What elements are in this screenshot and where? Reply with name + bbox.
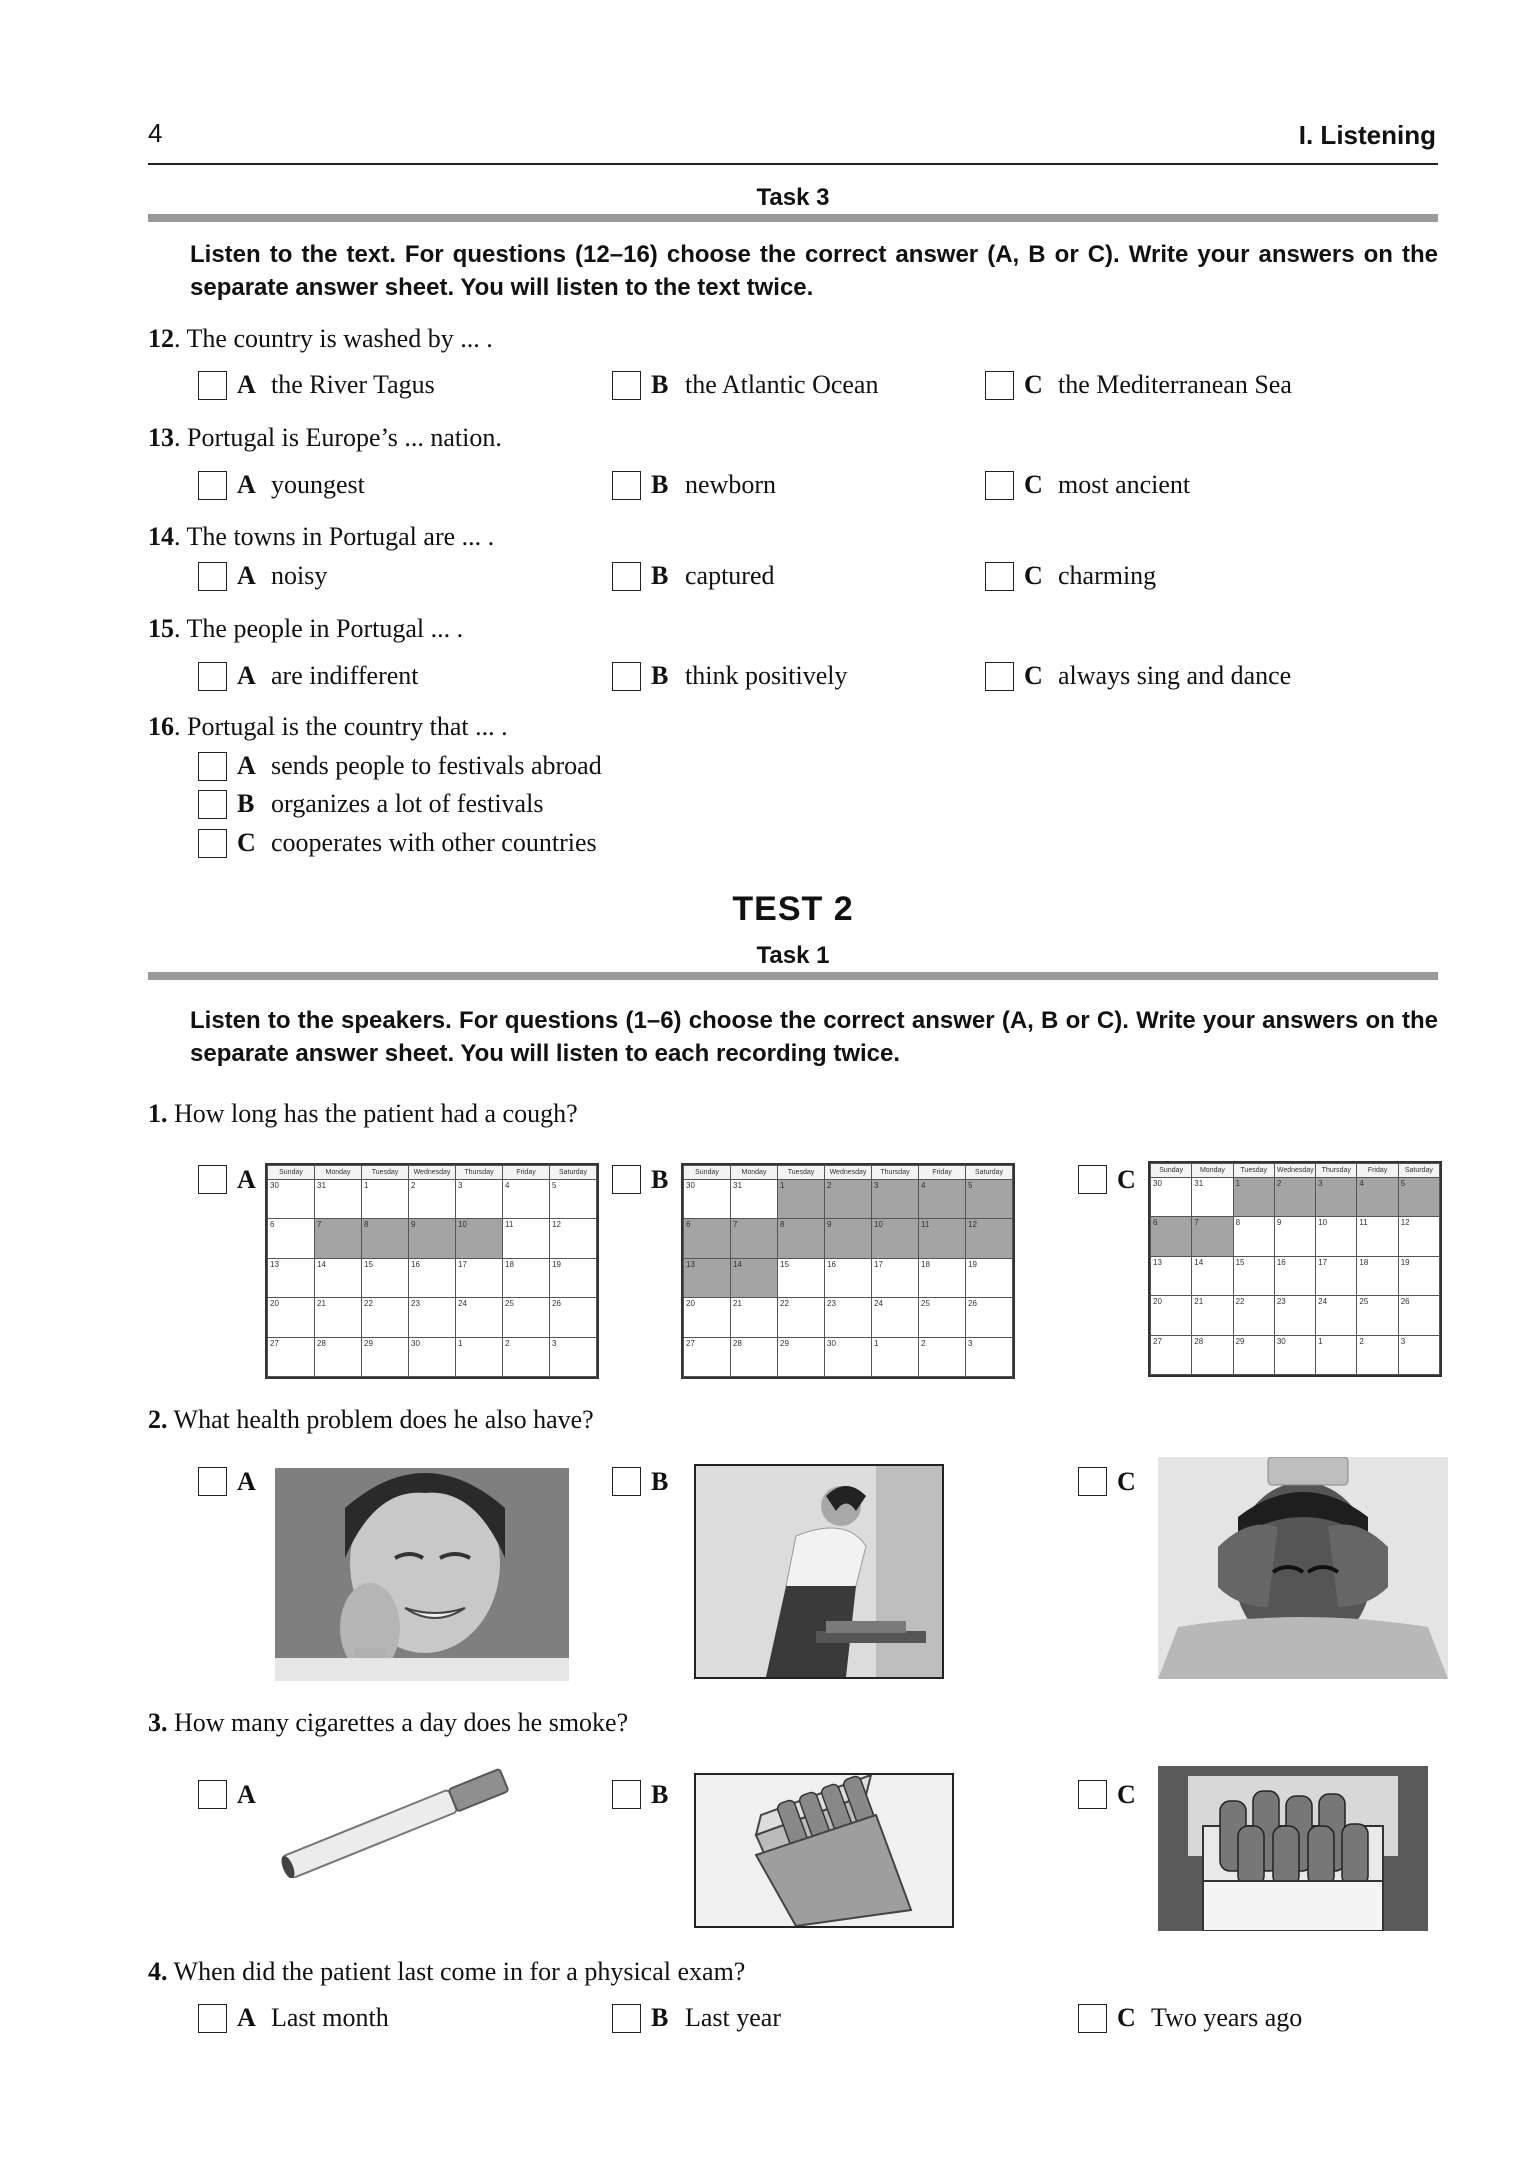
- checkbox[interactable]: [985, 371, 1014, 400]
- calendar-day-header: Thursday: [1316, 1164, 1357, 1178]
- q13-option-a[interactable]: A youngest: [198, 470, 365, 500]
- checkbox[interactable]: [198, 1165, 227, 1194]
- checkbox[interactable]: [1078, 1780, 1107, 1809]
- calendar-day-header: Friday: [503, 1166, 550, 1180]
- checkbox[interactable]: [198, 562, 227, 591]
- checkbox[interactable]: [198, 829, 227, 858]
- calendar-day-header: Wednesday: [1274, 1164, 1315, 1178]
- q14-option-b[interactable]: B captured: [612, 561, 775, 591]
- calendar-day-cell: 6: [1151, 1217, 1192, 1256]
- checkbox[interactable]: [198, 1467, 227, 1496]
- calendar-day-cell: 20: [684, 1298, 731, 1337]
- calendar-day-cell: 12: [550, 1219, 597, 1258]
- calendar-day-cell: 8: [362, 1219, 409, 1258]
- q15-option-b[interactable]: B think positively: [612, 661, 848, 691]
- calendar-day-header: Saturday: [550, 1166, 597, 1180]
- calendar-day-header: Thursday: [456, 1166, 503, 1180]
- calendar-day-cell: 15: [362, 1258, 409, 1297]
- calendar-day-cell: 12: [966, 1219, 1013, 1258]
- calendar-day-cell: 11: [1357, 1217, 1398, 1256]
- calendar-day-cell: 16: [409, 1258, 456, 1297]
- question-14: 14. The towns in Portugal are ... .: [148, 522, 495, 551]
- calendar-day-cell: 19: [966, 1258, 1013, 1297]
- calendar-day-cell: 26: [550, 1298, 597, 1337]
- calendar-day-cell: 1: [1233, 1178, 1274, 1217]
- calendar-day-cell: 13: [268, 1258, 315, 1297]
- checkbox[interactable]: [198, 790, 227, 819]
- calendar-day-cell: 30: [825, 1337, 872, 1376]
- calendar-day-cell: 28: [731, 1337, 778, 1376]
- calendar-c: [1148, 1161, 1442, 1377]
- q2-option-b[interactable]: B: [612, 1467, 668, 1497]
- calendar-day-cell: 21: [731, 1298, 778, 1337]
- calendar-day-cell: 1: [778, 1180, 825, 1219]
- test2-question-3: 3. How many cigarettes a day does he smoke?: [148, 1708, 629, 1737]
- calendar-day-cell: 26: [1398, 1296, 1439, 1335]
- q1-option-b[interactable]: B: [612, 1165, 668, 1195]
- calendar-day-cell: 2: [503, 1337, 550, 1376]
- q14-option-c[interactable]: C charming: [985, 561, 1156, 591]
- checkbox[interactable]: [1078, 1165, 1107, 1194]
- calendar-day-cell: 18: [503, 1258, 550, 1297]
- calendar-day-header: Sunday: [268, 1166, 315, 1180]
- calendar-day-header: Monday: [731, 1166, 778, 1180]
- calendar-day-header: Thursday: [872, 1166, 919, 1180]
- calendar-day-cell: 1: [456, 1337, 503, 1376]
- q16-option-a[interactable]: A sends people to festivals abroad: [198, 751, 602, 781]
- checkbox[interactable]: [985, 562, 1014, 591]
- calendar-day-cell: 9: [409, 1219, 456, 1258]
- calendar-day-cell: 2: [825, 1180, 872, 1219]
- q13-option-c[interactable]: C most ancient: [985, 470, 1190, 500]
- cigarette-pack-full-image: [1158, 1766, 1428, 1931]
- calendar-day-cell: 23: [409, 1298, 456, 1337]
- calendar-day-cell: 14: [315, 1258, 362, 1297]
- calendar-day-cell: 18: [919, 1258, 966, 1297]
- calendar-day-cell: 3: [550, 1337, 597, 1376]
- calendar-day-header: Friday: [1357, 1164, 1398, 1178]
- calendar-day-cell: 1: [872, 1337, 919, 1376]
- task3-title: Task 3: [756, 184, 830, 211]
- test2-task-title: Task 1: [756, 942, 830, 969]
- calendar-day-cell: 10: [1316, 1217, 1357, 1256]
- checkbox[interactable]: [612, 2004, 641, 2033]
- test2-question-1: 1. How long has the patient had a cough?: [148, 1099, 578, 1128]
- calendar-day-cell: 27: [684, 1337, 731, 1376]
- calendar-day-cell: 6: [268, 1219, 315, 1258]
- calendar-day-cell: 2: [1357, 1335, 1398, 1374]
- calendar-day-cell: 30: [1151, 1178, 1192, 1217]
- calendar-day-cell: 7: [1192, 1217, 1233, 1256]
- calendar-day-cell: 25: [503, 1298, 550, 1337]
- calendar-day-cell: 5: [550, 1180, 597, 1219]
- test2-question-2: 2. What health problem does he also have?: [148, 1405, 594, 1434]
- q2-option-a[interactable]: A: [198, 1467, 256, 1497]
- calendar-day-cell: 25: [919, 1298, 966, 1337]
- checkbox[interactable]: [612, 471, 641, 500]
- toothache-photo: [275, 1468, 569, 1681]
- q15-option-c[interactable]: C always sing and dance: [985, 661, 1291, 691]
- calendar-day-cell: 5: [966, 1180, 1013, 1219]
- calendar-day-cell: 3: [966, 1337, 1013, 1376]
- calendar-day-header: Wednesday: [409, 1166, 456, 1180]
- calendar-day-cell: 2: [1274, 1178, 1315, 1217]
- question-13: 13. Portugal is Europe’s ... nation.: [148, 423, 502, 452]
- calendar-day-cell: 3: [872, 1180, 919, 1219]
- checkbox[interactable]: [198, 471, 227, 500]
- calendar-day-header: Sunday: [1151, 1164, 1192, 1178]
- checkbox[interactable]: [985, 471, 1014, 500]
- q3-option-b[interactable]: B: [612, 1780, 668, 1810]
- q1-option-a[interactable]: A: [198, 1165, 256, 1195]
- checkbox[interactable]: [985, 662, 1014, 691]
- calendar-day-header: Sunday: [684, 1166, 731, 1180]
- checkbox[interactable]: [612, 1165, 641, 1194]
- calendar-day-cell: 1: [1316, 1335, 1357, 1374]
- question-16: 16. Portugal is the country that ... .: [148, 712, 508, 741]
- calendar-day-cell: 26: [966, 1298, 1013, 1337]
- calendar-day-cell: 13: [684, 1258, 731, 1297]
- q3-option-a[interactable]: A: [198, 1780, 256, 1810]
- calendar-day-cell: 20: [268, 1298, 315, 1337]
- calendar-day-cell: 14: [731, 1258, 778, 1297]
- calendar-day-cell: 2: [919, 1337, 966, 1376]
- q4-option-b[interactable]: B Last year: [612, 2003, 781, 2033]
- q4-option-c[interactable]: C Two years ago: [1078, 2003, 1302, 2033]
- calendar-day-header: Monday: [1192, 1164, 1233, 1178]
- calendar-day-cell: 6: [684, 1219, 731, 1258]
- checkbox[interactable]: [198, 2004, 227, 2033]
- question-12: 12. The country is washed by ... .: [148, 324, 493, 353]
- calendar-day-cell: 28: [315, 1337, 362, 1376]
- calendar-day-cell: 29: [362, 1337, 409, 1376]
- calendar-day-cell: 22: [1233, 1296, 1274, 1335]
- calendar-day-cell: 10: [456, 1219, 503, 1258]
- calendar-day-header: Wednesday: [825, 1166, 872, 1180]
- calendar-day-header: Saturday: [966, 1166, 1013, 1180]
- q16-option-b[interactable]: B organizes a lot of festivals: [198, 789, 543, 819]
- calendar-day-cell: 21: [1192, 1296, 1233, 1335]
- test2-title: TEST 2: [732, 890, 854, 928]
- calendar-a: [265, 1163, 599, 1379]
- calendar-day-cell: 30: [268, 1180, 315, 1219]
- calendar-day-cell: 11: [503, 1219, 550, 1258]
- q3-option-c[interactable]: C: [1078, 1780, 1136, 1810]
- calendar-day-cell: 16: [825, 1258, 872, 1297]
- calendar-day-cell: 24: [1316, 1296, 1357, 1335]
- task3-rule: [148, 214, 1438, 222]
- calendar-day-cell: 29: [1233, 1335, 1274, 1374]
- calendar-day-cell: 5: [1398, 1178, 1439, 1217]
- checkbox[interactable]: [198, 752, 227, 781]
- calendar-day-cell: 22: [362, 1298, 409, 1337]
- section-title: I. Listening: [1298, 120, 1436, 150]
- calendar-day-cell: 19: [550, 1258, 597, 1297]
- calendar-day-cell: 4: [503, 1180, 550, 1219]
- q4-option-a[interactable]: A Last month: [198, 2003, 389, 2033]
- backache-photo: [694, 1464, 944, 1679]
- test2-rule: [148, 972, 1438, 980]
- test2-question-4: 4. When did the patient last come in for a physical exam?: [148, 1957, 746, 1986]
- calendar-day-cell: 20: [1151, 1296, 1192, 1335]
- calendar-day-cell: 31: [731, 1180, 778, 1219]
- calendar-day-cell: 4: [919, 1180, 966, 1219]
- q14-option-a[interactable]: A noisy: [198, 561, 327, 591]
- calendar-day-cell: 21: [315, 1298, 362, 1337]
- header-rule: [148, 163, 1438, 165]
- calendar-day-cell: 30: [409, 1337, 456, 1376]
- single-cigarette-image: [262, 1768, 522, 1878]
- q16-option-c[interactable]: C cooperates with other countries: [198, 828, 597, 858]
- calendar-day-cell: 13: [1151, 1256, 1192, 1295]
- calendar-day-cell: 10: [872, 1219, 919, 1258]
- calendar-day-header: Saturday: [1398, 1164, 1439, 1178]
- calendar-day-cell: 16: [1274, 1256, 1315, 1295]
- checkbox[interactable]: [612, 371, 641, 400]
- q1-option-c[interactable]: C: [1078, 1165, 1136, 1195]
- cigarette-pack-half-image: [694, 1773, 954, 1928]
- calendar-day-cell: 14: [1192, 1256, 1233, 1295]
- calendar-day-cell: 28: [1192, 1335, 1233, 1374]
- calendar-day-cell: 3: [1398, 1335, 1439, 1374]
- calendar-day-cell: 31: [315, 1180, 362, 1219]
- calendar-day-cell: 19: [1398, 1256, 1439, 1295]
- calendar-day-cell: 27: [1151, 1335, 1192, 1374]
- question-15: 15. The people in Portugal ... .: [148, 614, 464, 643]
- calendar-day-cell: 17: [1316, 1256, 1357, 1295]
- calendar-day-cell: 25: [1357, 1296, 1398, 1335]
- calendar-day-cell: 24: [456, 1298, 503, 1337]
- calendar-day-cell: 29: [778, 1337, 825, 1376]
- q12-option-b[interactable]: B the Atlantic Ocean: [612, 370, 878, 400]
- calendar-day-cell: 30: [1274, 1335, 1315, 1374]
- calendar-day-cell: 27: [268, 1337, 315, 1376]
- test2-instruction: Listen to the speakers. For questions (1–6) choose the correct answer (A, B or C). Write your answers on the separate answer sheet. You will listen to each recording twice.: [190, 1007, 1438, 1067]
- calendar-day-cell: 15: [778, 1258, 825, 1297]
- calendar-day-header: Monday: [315, 1166, 362, 1180]
- calendar-day-cell: 2: [409, 1180, 456, 1219]
- checkbox[interactable]: [612, 562, 641, 591]
- calendar-day-cell: 12: [1398, 1217, 1439, 1256]
- checkbox[interactable]: [612, 662, 641, 691]
- calendar-day-cell: 3: [1316, 1178, 1357, 1217]
- q12-option-a[interactable]: A the River Tagus: [198, 370, 435, 400]
- calendar-day-cell: 1: [362, 1180, 409, 1219]
- calendar-day-cell: 7: [731, 1219, 778, 1258]
- q12-option-c[interactable]: C the Mediterranean Sea: [985, 370, 1292, 400]
- checkbox[interactable]: [1078, 2004, 1107, 2033]
- calendar-day-header: Tuesday: [1233, 1164, 1274, 1178]
- calendar-day-cell: 23: [825, 1298, 872, 1337]
- calendar-day-cell: 7: [315, 1219, 362, 1258]
- page-number: 4: [148, 118, 163, 148]
- calendar-day-cell: 9: [1274, 1217, 1315, 1256]
- calendar-day-cell: 30: [684, 1180, 731, 1219]
- checkbox[interactable]: [198, 662, 227, 691]
- calendar-day-cell: 31: [1192, 1178, 1233, 1217]
- calendar-day-cell: 8: [1233, 1217, 1274, 1256]
- task3-instruction: Listen to the text. For questions (12–16) choose the correct answer (A, B or C). Write your answers on the separate answer sheet. You will listen to the text twice.: [190, 241, 1438, 301]
- calendar-day-cell: 17: [456, 1258, 503, 1297]
- calendar-day-cell: 24: [872, 1298, 919, 1337]
- calendar-day-cell: 22: [778, 1298, 825, 1337]
- checkbox[interactable]: [612, 1780, 641, 1809]
- checkbox[interactable]: [198, 371, 227, 400]
- calendar-day-cell: 23: [1274, 1296, 1315, 1335]
- headache-photo: [1158, 1457, 1448, 1679]
- calendar-day-cell: 15: [1233, 1256, 1274, 1295]
- calendar-b: [681, 1163, 1015, 1379]
- calendar-day-cell: 11: [919, 1219, 966, 1258]
- q15-option-a[interactable]: A are indifferent: [198, 661, 419, 691]
- calendar-day-cell: 4: [1357, 1178, 1398, 1217]
- calendar-day-cell: 17: [872, 1258, 919, 1297]
- checkbox[interactable]: [612, 1467, 641, 1496]
- q2-option-c[interactable]: C: [1078, 1467, 1136, 1497]
- calendar-day-cell: 18: [1357, 1256, 1398, 1295]
- q13-option-b[interactable]: B newborn: [612, 470, 776, 500]
- checkbox[interactable]: [1078, 1467, 1107, 1496]
- calendar-day-cell: 9: [825, 1219, 872, 1258]
- checkbox[interactable]: [198, 1780, 227, 1809]
- calendar-day-cell: 8: [778, 1219, 825, 1258]
- calendar-day-header: Tuesday: [778, 1166, 825, 1180]
- calendar-day-cell: 3: [456, 1180, 503, 1219]
- calendar-day-header: Friday: [919, 1166, 966, 1180]
- calendar-day-header: Tuesday: [362, 1166, 409, 1180]
